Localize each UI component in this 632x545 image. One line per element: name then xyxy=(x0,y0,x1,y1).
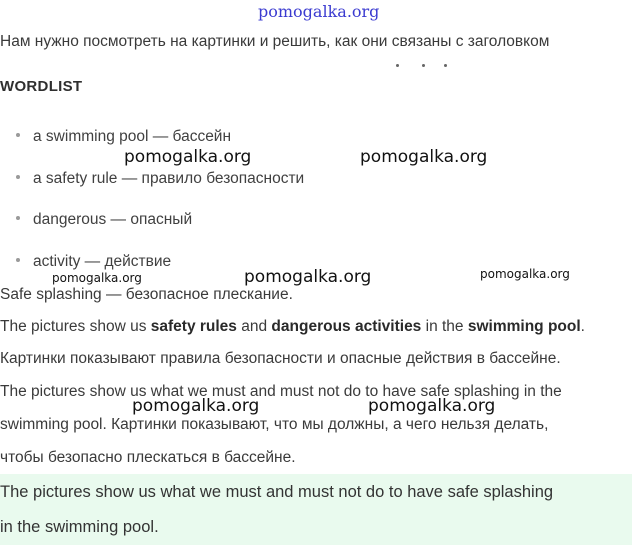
watermark: pomogalka.org xyxy=(244,267,372,287)
watermark: pomogalka.org xyxy=(360,147,488,167)
paragraph-line: The pictures show us what we must and must not do to have safe splashing in the xyxy=(0,383,562,400)
text-segment: . xyxy=(580,318,585,335)
list-item xyxy=(16,211,192,229)
list-item xyxy=(16,128,231,146)
answer-box xyxy=(0,474,632,545)
word-item-text: activity — действие xyxy=(33,253,172,270)
watermark: pomogalka.org xyxy=(52,271,142,285)
bold-segment: swimming pool xyxy=(467,318,581,335)
bold-segment: safety rules xyxy=(150,318,237,335)
word-item-text: a swimming pool — бассейн xyxy=(33,128,232,145)
watermark-top: pomogalka.org xyxy=(258,2,380,21)
bullet-icon xyxy=(16,175,20,179)
paragraph-russian: Картинки показывают правила безопасности и опасные действия в бассейне. xyxy=(0,350,561,367)
answer-line: in the swimming pool. xyxy=(0,518,159,536)
text-segment: in the xyxy=(421,318,468,335)
paragraph-line: чтобы безопасно плескаться в бассейне. xyxy=(0,449,296,466)
text-segment: The pictures show us xyxy=(0,318,151,335)
intro-text: Нам нужно посмотреть на картинки и решить, как они связаны с заголовком xyxy=(0,33,550,50)
watermark: pomogalka.org xyxy=(368,396,496,416)
list-item xyxy=(16,253,171,271)
wordlist-heading: WORDLIST xyxy=(0,78,83,95)
text-segment: and xyxy=(236,318,272,335)
watermark: pomogalka.org xyxy=(132,396,260,416)
bullet-icon xyxy=(16,133,20,137)
bullet-icon xyxy=(16,258,20,262)
word-item-text: a safety rule — правило безопасности xyxy=(33,170,305,187)
answer-line: The pictures show us what we must and must not do to have safe splashing xyxy=(0,483,554,501)
paragraph-line: swimming pool. Картинки показывают, что мы должны, а чего нельзя делать, xyxy=(0,416,549,433)
paragraph-summary xyxy=(0,318,585,336)
word-item-text: dangerous — опасный xyxy=(33,211,193,228)
paragraph-title-translation: Safe splashing — безопасное плескание. xyxy=(0,286,293,303)
watermark: pomogalka.org xyxy=(124,147,252,167)
watermark: pomogalka.org xyxy=(480,267,570,281)
list-item xyxy=(16,170,304,188)
scribble-marks xyxy=(396,64,448,70)
bold-segment: dangerous activities xyxy=(271,318,422,335)
bullet-icon xyxy=(16,216,20,220)
